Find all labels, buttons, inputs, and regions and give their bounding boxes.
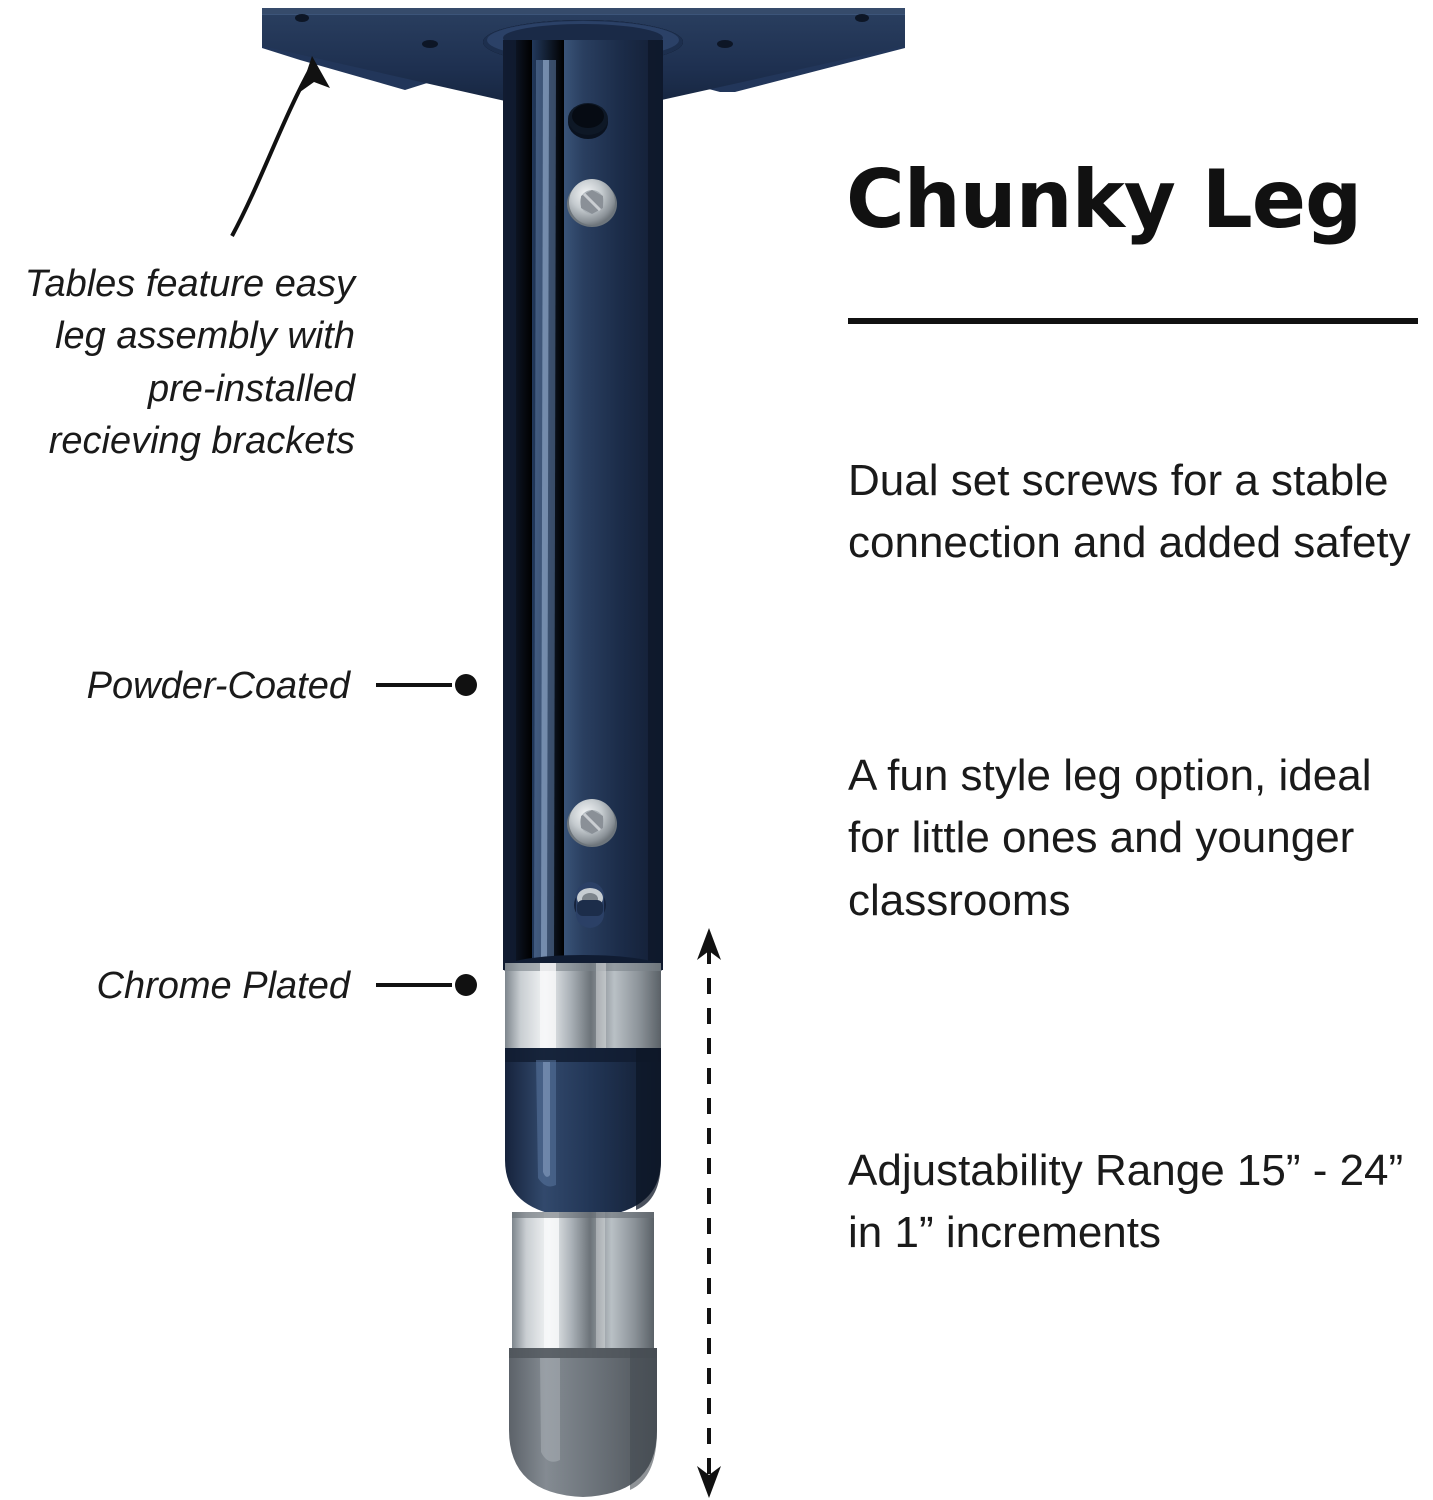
callout-receiving-brackets: Tables feature easy leg assembly with pre-installed recieving brackets — [24, 263, 355, 463]
callout-chrome-plated: Chrome Plated — [96, 965, 350, 1007]
page-title: Chunky Leg — [846, 153, 1362, 246]
bracket-hole — [568, 103, 608, 139]
adjustment-pin — [574, 882, 606, 928]
dimension-arrow — [697, 928, 721, 1498]
leader-brackets — [232, 56, 330, 236]
chrome-lower-extension — [512, 1212, 654, 1352]
floor-glide — [509, 1348, 657, 1497]
leader-chrome-plated — [376, 974, 477, 996]
feature-text-fun-style: A fun style leg option, ideal for little ones and younger classrooms — [848, 751, 1372, 925]
title-divider — [848, 318, 1418, 324]
leader-powder-coated — [376, 674, 477, 696]
feature-text-dual-set-screws: Dual set screws for a stable connection and added safety — [848, 456, 1411, 568]
callout-powder-coated: Powder-Coated — [86, 665, 350, 707]
navy-collar — [505, 1048, 661, 1218]
feature-text-adjustability-range: Adjustability Range 15” - 24” in 1” increments — [848, 1146, 1404, 1258]
